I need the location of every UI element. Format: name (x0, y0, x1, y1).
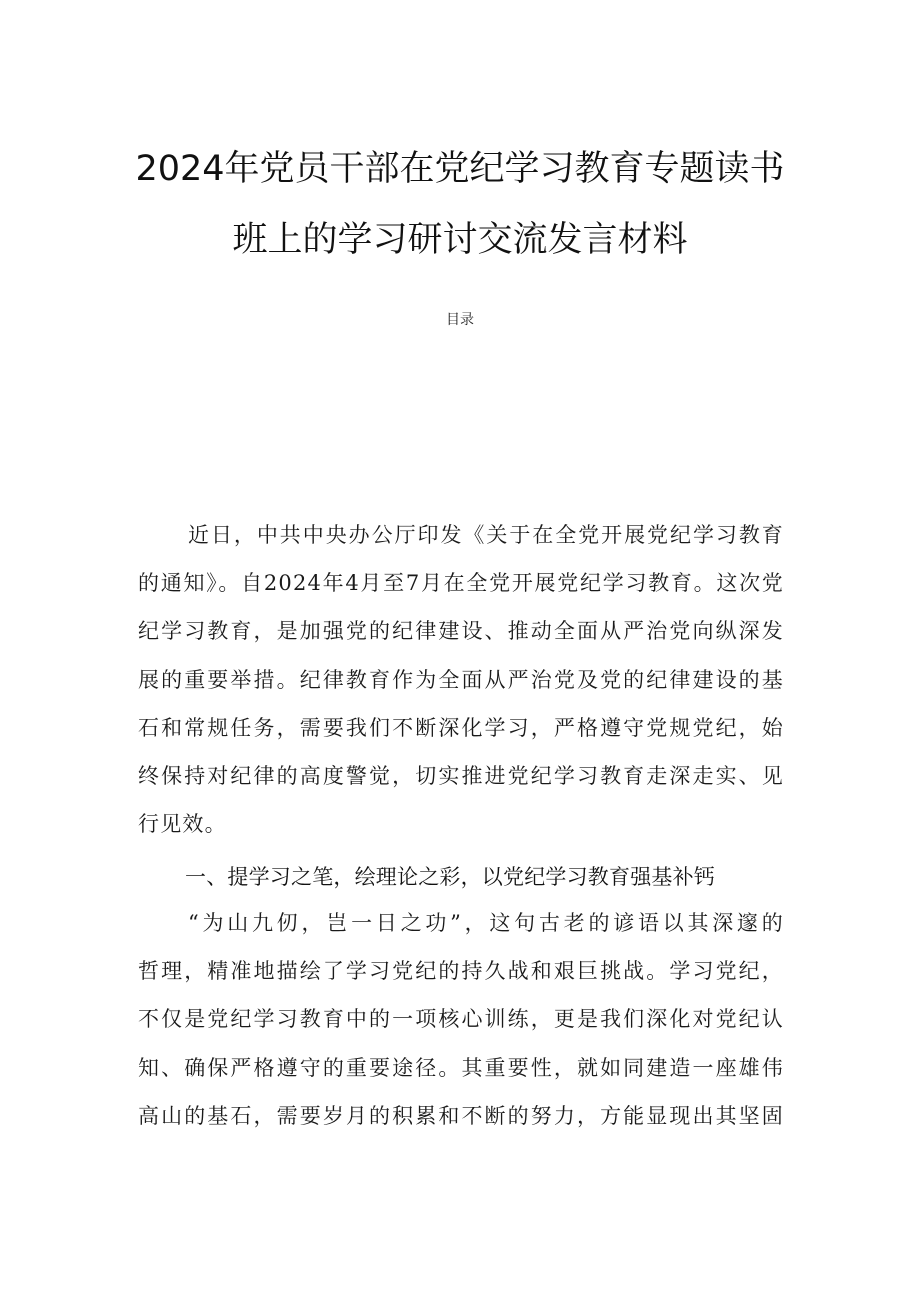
paragraph-line: 石和常规任务，需要我们不断深化学习，严格遵守党规党纪，始 (138, 715, 784, 740)
paragraph-line: 不仅是党纪学习教育中的一项核心训练，更是我们深化对党纪认 (138, 1007, 784, 1032)
paragraph-line: 的通知》。自2024年4月至7月在全党开展党纪学习教育。这次党 (138, 571, 784, 596)
document-title-line-2: 班上的学习研讨交流发言材料 (232, 220, 688, 260)
section-1-paragraph (138, 899, 784, 1140)
paragraph-line: 知、确保严格遵守的重要途径。其重要性，就如同建造一座雄伟 (138, 1055, 784, 1080)
paragraph-line: 终保持对纪律的高度警觉，切实推进党纪学习教育走深走实、见 (138, 763, 784, 788)
section-heading-1: 一、提学习之笔，绘理论之彩，以党纪学习教育强基补钙 (185, 865, 715, 889)
document-title-line-1: 2024年党员干部在党纪学习教育专题读书 (135, 149, 785, 189)
paragraph-line: 展的重要举措。纪律教育作为全面从严治党及党的纪律建设的基 (138, 667, 784, 692)
paragraph-line: 纪学习教育，是加强党的纪律建设、推动全面从严治党向纵深发 (138, 619, 784, 644)
table-of-contents-label: 目录 (446, 312, 474, 328)
paragraph-line: “为山九仞，岂一日之功”，这句古老的谚语以其深邃的 (188, 911, 784, 935)
paragraph-line: 高山的基石，需要岁月的积累和不断的努力，方能显现出其坚固 (138, 1103, 784, 1128)
intro-paragraph (138, 511, 784, 848)
paragraph-line: 哲理，精准地描绘了学习党纪的持久战和艰巨挑战。学习党纪， (138, 959, 784, 984)
paragraph-line: 近日，中共中央办公厅印发《关于在全党开展党纪学习教育 (188, 523, 784, 547)
paragraph-line: 行见效。 (138, 812, 227, 837)
